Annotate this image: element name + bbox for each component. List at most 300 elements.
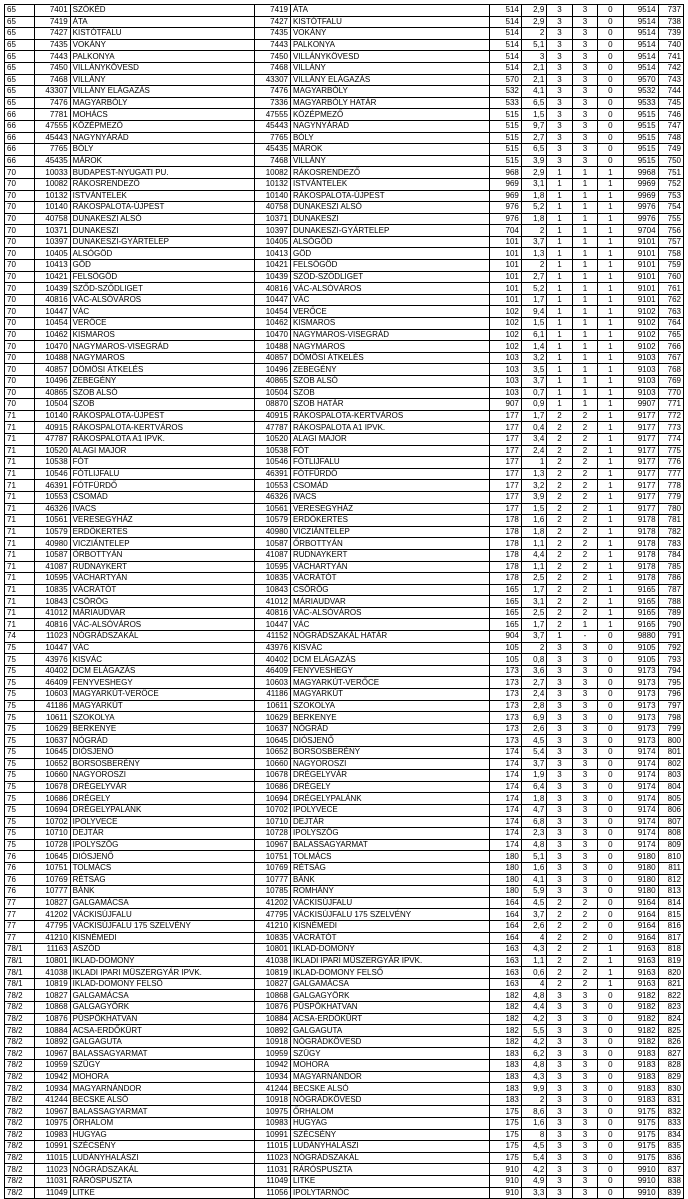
cell-from-station: DIÓSJENŐ [70, 851, 254, 863]
cell-category-a: 3 [547, 689, 572, 701]
cell-length-km: 2,6 [521, 723, 546, 735]
cell-category-b: 3 [572, 886, 597, 898]
cell-from-code: 7476 [34, 97, 70, 109]
table-row [5, 723, 684, 735]
cell-section-code: 174 [490, 758, 522, 770]
cell-route-code: 9976 [623, 202, 658, 214]
cell-length-km: 4 [521, 932, 546, 944]
cell-from-code: 10447 [34, 306, 70, 318]
cell-category-b: 3 [572, 700, 597, 712]
cell-from-station: VÁC [70, 306, 254, 318]
cell-flag: 1 [598, 248, 623, 260]
cell-category-b: 2 [572, 480, 597, 492]
cell-section-code: 177 [490, 422, 522, 434]
cell-category-b: 2 [572, 561, 597, 573]
cell-section-code: 174 [490, 828, 522, 840]
cell-section-code: 182 [490, 1025, 522, 1037]
cell-category-b: 3 [572, 1164, 597, 1176]
cell-length-km: 8,6 [521, 1106, 546, 1118]
cell-from-station: SZŐKÉD [70, 5, 254, 17]
cell-from-code: 10652 [34, 758, 70, 770]
cell-length-km: 4,9 [521, 1175, 546, 1187]
cell-from-code: 10611 [34, 712, 70, 724]
cell-category-a: 3 [547, 86, 572, 98]
cell-row-number: 769 [658, 376, 683, 388]
cell-line-number: 78/2 [5, 990, 35, 1002]
cell-from-code: 11015 [34, 1152, 70, 1164]
cell-line-number: 78/2 [5, 1187, 35, 1199]
cell-from-code: 10967 [34, 1106, 70, 1118]
cell-to-station: VÁCKISÚJFALU [290, 897, 489, 909]
cell-route-code: 9183 [623, 1071, 658, 1083]
cell-to-station: FELSŐGÖD [290, 260, 489, 272]
table-row [5, 515, 684, 527]
table-row [5, 990, 684, 1002]
cell-length-km: 1,7 [521, 619, 546, 631]
table-row [5, 74, 684, 86]
cell-to-code: 10843 [254, 584, 290, 596]
cell-category-b: 1 [572, 387, 597, 399]
cell-to-code: 10967 [254, 839, 290, 851]
cell-to-station: DUNAKESZI ALSÓ [290, 202, 489, 214]
cell-row-number: 784 [658, 549, 683, 561]
table-row [5, 318, 684, 330]
cell-flag: 0 [598, 120, 623, 132]
cell-from-code: 10579 [34, 526, 70, 538]
cell-category-b: 2 [572, 526, 597, 538]
cell-route-code: 9515 [623, 109, 658, 121]
cell-from-code: 10975 [34, 1118, 70, 1130]
cell-from-code: 10876 [34, 1013, 70, 1025]
cell-row-number: 803 [658, 770, 683, 782]
cell-line-number: 66 [5, 109, 35, 121]
cell-route-code: 9174 [623, 816, 658, 828]
cell-category-b: 3 [572, 97, 597, 109]
cell-route-code: 9907 [623, 399, 658, 411]
table-row [5, 260, 684, 272]
table-row [5, 294, 684, 306]
cell-length-km: 1,1 [521, 955, 546, 967]
cell-flag: 1 [598, 260, 623, 272]
cell-from-station: GALGAMÁCSA [70, 990, 254, 1002]
cell-section-code: 182 [490, 1013, 522, 1025]
cell-category-a: 3 [547, 1164, 572, 1176]
cell-length-km: 6,2 [521, 1048, 546, 1060]
cell-route-code: 9165 [623, 607, 658, 619]
cell-section-code: 101 [490, 236, 522, 248]
cell-to-station: DUNAKESZI [290, 213, 489, 225]
cell-category-a: 2 [547, 619, 572, 631]
cell-route-code: 9103 [623, 364, 658, 376]
cell-from-station: CSÖRÖG [70, 596, 254, 608]
cell-flag: 0 [598, 28, 623, 40]
cell-route-code: 9910 [623, 1175, 658, 1187]
cell-row-number: 786 [658, 573, 683, 585]
table-row [5, 758, 684, 770]
cell-line-number: 70 [5, 213, 35, 225]
cell-length-km: 3,7 [521, 631, 546, 643]
cell-to-station: SZOB ALSÓ [290, 376, 489, 388]
cell-length-km: 6,5 [521, 97, 546, 109]
cell-from-code: 10645 [34, 851, 70, 863]
cell-section-code: 904 [490, 631, 522, 643]
cell-row-number: 797 [658, 700, 683, 712]
cell-section-code: 704 [490, 225, 522, 237]
cell-flag: 0 [598, 1175, 623, 1187]
cell-from-station: MÁROK [70, 155, 254, 167]
cell-category-b: 3 [572, 120, 597, 132]
cell-row-number: 820 [658, 967, 683, 979]
cell-flag: 0 [598, 723, 623, 735]
cell-category-a: 2 [547, 457, 572, 469]
cell-from-station: MOHÁCS [70, 109, 254, 121]
cell-to-station: RÁKOSRENDEZŐ [290, 167, 489, 179]
cell-category-a: 2 [547, 909, 572, 921]
cell-from-code: 41038 [34, 967, 70, 979]
cell-section-code: 101 [490, 294, 522, 306]
cell-from-code: 10702 [34, 816, 70, 828]
cell-length-km: 2 [521, 1094, 546, 1106]
cell-flag: 1 [598, 561, 623, 573]
cell-to-code: 7427 [254, 16, 290, 28]
cell-route-code: 9178 [623, 573, 658, 585]
cell-from-station: IVACS [70, 503, 254, 515]
cell-to-code: 10553 [254, 480, 290, 492]
cell-category-b: 3 [572, 28, 597, 40]
cell-flag: 1 [598, 283, 623, 295]
cell-length-km: 6,4 [521, 781, 546, 793]
table-row [5, 491, 684, 503]
cell-row-number: 801 [658, 747, 683, 759]
cell-to-station: ERDŐKERTES [290, 515, 489, 527]
cell-route-code: 9103 [623, 376, 658, 388]
cell-to-code: 47795 [254, 909, 290, 921]
table-row [5, 468, 684, 480]
cell-to-code: 10652 [254, 747, 290, 759]
cell-to-station: IKLAD-DOMONY FELSŐ [290, 967, 489, 979]
cell-to-code: 40915 [254, 410, 290, 422]
cell-flag: 0 [598, 74, 623, 86]
cell-row-number: 758 [658, 248, 683, 260]
cell-to-code: 10728 [254, 828, 290, 840]
cell-to-code: 10702 [254, 804, 290, 816]
cell-from-code: 11049 [34, 1187, 70, 1199]
cell-section-code: 515 [490, 109, 522, 121]
cell-section-code: 102 [490, 341, 522, 353]
cell-section-code: 968 [490, 167, 522, 179]
cell-section-code: 175 [490, 1141, 522, 1153]
cell-from-station: LITKE [70, 1187, 254, 1199]
table-row [5, 225, 684, 237]
cell-from-code: 47555 [34, 120, 70, 132]
cell-flag: 0 [598, 1060, 623, 1072]
cell-from-station: GÖD [70, 260, 254, 272]
table-row [5, 862, 684, 874]
cell-from-station: VERESEGYHÁZ [70, 515, 254, 527]
cell-to-code: 40816 [254, 607, 290, 619]
cell-category-b: 1 [572, 202, 597, 214]
cell-flag: 0 [598, 642, 623, 654]
table-row [5, 909, 684, 921]
table-row [5, 828, 684, 840]
cell-to-station: DRÉGELY [290, 781, 489, 793]
cell-row-number: 800 [658, 735, 683, 747]
cell-to-station: MAGYARBÓLY HATÁR [290, 97, 489, 109]
cell-to-code: 41152 [254, 631, 290, 643]
cell-section-code: 101 [490, 271, 522, 283]
cell-section-code: 103 [490, 352, 522, 364]
cell-section-code: 514 [490, 51, 522, 63]
table-row [5, 1083, 684, 1095]
cell-category-a: 3 [547, 712, 572, 724]
cell-flag: 0 [598, 712, 623, 724]
cell-from-code: 10710 [34, 828, 70, 840]
cell-category-b: 3 [572, 1025, 597, 1037]
table-row [5, 874, 684, 886]
cell-to-station: VILLÁNYKÖVESD [290, 51, 489, 63]
cell-from-station: IKLADI IPARI MÜSZERGYÁR IPVK. [70, 967, 254, 979]
cell-to-station: DUNAKESZI-GYÁRTELEP [290, 225, 489, 237]
cell-category-a: 3 [547, 862, 572, 874]
cell-from-station: ASZÓD [70, 944, 254, 956]
cell-length-km: 1,1 [521, 561, 546, 573]
cell-to-code: 41186 [254, 689, 290, 701]
cell-to-code: 10777 [254, 874, 290, 886]
table-row [5, 944, 684, 956]
cell-from-station: IPOLYSZÖG [70, 839, 254, 851]
cell-category-a: 2 [547, 410, 572, 422]
cell-category-a: 3 [547, 1013, 572, 1025]
cell-category-a: 3 [547, 120, 572, 132]
cell-row-number: 768 [658, 364, 683, 376]
cell-from-station: NÓGRÁDSZAKÁL [70, 1164, 254, 1176]
cell-section-code: 182 [490, 990, 522, 1002]
cell-from-station: DEJTÁR [70, 828, 254, 840]
table-row [5, 1118, 684, 1130]
cell-to-code: 10868 [254, 990, 290, 1002]
cell-to-station: DÖMÖSI ÁTKELÉS [290, 352, 489, 364]
cell-flag: 1 [598, 202, 623, 214]
cell-to-code: 43307 [254, 74, 290, 86]
table-row [5, 851, 684, 863]
cell-category-b: 2 [572, 607, 597, 619]
cell-to-station: NÓGRÁDKÖVESD [290, 1094, 489, 1106]
cell-to-code: 10876 [254, 1002, 290, 1014]
cell-to-station: RUDNAYKERT [290, 549, 489, 561]
cell-route-code: 9174 [623, 839, 658, 851]
cell-line-number: 74 [5, 631, 35, 643]
cell-length-km: 4,4 [521, 549, 546, 561]
cell-route-code: 9182 [623, 1002, 658, 1014]
cell-line-number: 75 [5, 689, 35, 701]
cell-category-a: 1 [547, 248, 572, 260]
cell-section-code: 533 [490, 97, 522, 109]
cell-line-number: 76 [5, 874, 35, 886]
cell-from-code: 10884 [34, 1025, 70, 1037]
cell-from-station: RÁKOSPALOTA A1 IPVK. [70, 433, 254, 445]
cell-row-number: 774 [658, 433, 683, 445]
cell-flag: 1 [598, 422, 623, 434]
cell-flag: 0 [598, 1164, 623, 1176]
cell-row-number: 805 [658, 793, 683, 805]
cell-length-km: 4,7 [521, 804, 546, 816]
cell-length-km: 3,9 [521, 491, 546, 503]
cell-route-code: 9174 [623, 747, 658, 759]
cell-flag: 0 [598, 631, 623, 643]
cell-line-number: 70 [5, 167, 35, 179]
cell-length-km: 1,8 [521, 526, 546, 538]
cell-to-code: 10835 [254, 573, 290, 585]
cell-length-km: 5,1 [521, 851, 546, 863]
cell-to-code: 10447 [254, 619, 290, 631]
cell-to-code: 40758 [254, 202, 290, 214]
cell-length-km: 4,5 [521, 897, 546, 909]
cell-to-code: 10496 [254, 364, 290, 376]
cell-category-b: 1 [572, 283, 597, 295]
cell-route-code: 9514 [623, 16, 658, 28]
cell-category-b: 3 [572, 1175, 597, 1187]
cell-line-number: 70 [5, 364, 35, 376]
cell-row-number: 814 [658, 897, 683, 909]
cell-length-km: 1,6 [521, 515, 546, 527]
cell-route-code: 9173 [623, 665, 658, 677]
cell-route-code: 9175 [623, 1129, 658, 1141]
cell-row-number: 740 [658, 39, 683, 51]
cell-to-station: VÁCRÁTÓT [290, 932, 489, 944]
cell-flag: 1 [598, 213, 623, 225]
cell-section-code: 174 [490, 839, 522, 851]
cell-category-a: 2 [547, 549, 572, 561]
cell-to-code: 10975 [254, 1106, 290, 1118]
cell-length-km: 2,1 [521, 74, 546, 86]
table-row [5, 1025, 684, 1037]
cell-category-b: 3 [572, 109, 597, 121]
cell-from-code: 40758 [34, 213, 70, 225]
cell-route-code: 9178 [623, 515, 658, 527]
cell-section-code: 164 [490, 920, 522, 932]
cell-category-a: 1 [547, 318, 572, 330]
cell-to-code: 10082 [254, 167, 290, 179]
cell-line-number: 75 [5, 747, 35, 759]
cell-from-station: RÁKOSRENDEZŐ [70, 178, 254, 190]
cell-to-station: MOHORA [290, 1060, 489, 1072]
cell-row-number: 771 [658, 399, 683, 411]
cell-line-number: 77 [5, 897, 35, 909]
cell-route-code: 9164 [623, 920, 658, 932]
cell-to-station: IKLAD-DOMONY [290, 944, 489, 956]
cell-to-code: 08870 [254, 399, 290, 411]
cell-section-code: 174 [490, 816, 522, 828]
cell-row-number: 827 [658, 1048, 683, 1060]
cell-route-code: 9178 [623, 549, 658, 561]
cell-row-number: 741 [658, 51, 683, 63]
table-row [5, 155, 684, 167]
cell-to-station: PALKONYA [290, 39, 489, 51]
cell-length-km: 3,1 [521, 178, 546, 190]
cell-section-code: 101 [490, 248, 522, 260]
cell-from-code: 40816 [34, 294, 70, 306]
cell-flag: 0 [598, 897, 623, 909]
cell-category-b: 2 [572, 920, 597, 932]
cell-to-code: 10587 [254, 538, 290, 550]
cell-length-km: 4,8 [521, 839, 546, 851]
cell-category-a: 3 [547, 74, 572, 86]
cell-to-code: 10934 [254, 1071, 290, 1083]
cell-row-number: 746 [658, 109, 683, 121]
cell-section-code: 178 [490, 549, 522, 561]
cell-category-a: 3 [547, 51, 572, 63]
cell-route-code: 9173 [623, 689, 658, 701]
cell-row-number: 739 [658, 28, 683, 40]
cell-flag: 0 [598, 770, 623, 782]
cell-route-code: 9174 [623, 793, 658, 805]
cell-flag: 1 [598, 619, 623, 631]
cell-flag: 0 [598, 828, 623, 840]
cell-line-number: 71 [5, 561, 35, 573]
cell-from-station: BÁNK [70, 886, 254, 898]
cell-flag: 1 [598, 538, 623, 550]
cell-category-a: 1 [547, 306, 572, 318]
cell-row-number: 790 [658, 619, 683, 631]
cell-line-number: 75 [5, 735, 35, 747]
cell-category-b: - [572, 631, 597, 643]
cell-flag: 1 [598, 503, 623, 515]
cell-line-number: 66 [5, 155, 35, 167]
cell-route-code: 9178 [623, 561, 658, 573]
cell-route-code: 9173 [623, 723, 658, 735]
cell-flag: 0 [598, 689, 623, 701]
cell-to-code: 10918 [254, 1094, 290, 1106]
cell-row-number: 794 [658, 665, 683, 677]
cell-from-station: SZÉCSÉNY [70, 1141, 254, 1153]
cell-category-a: 2 [547, 468, 572, 480]
cell-row-number: 835 [658, 1141, 683, 1153]
cell-section-code: 178 [490, 515, 522, 527]
cell-section-code: 173 [490, 700, 522, 712]
cell-category-a: 1 [547, 167, 572, 179]
cell-from-station: DUNAKESZI [70, 225, 254, 237]
cell-to-station: FÓTLIJFALU [290, 457, 489, 469]
cell-from-station: NAGYNYÁRÁD [70, 132, 254, 144]
cell-flag: 0 [598, 39, 623, 51]
cell-row-number: 772 [658, 410, 683, 422]
cell-line-number: 75 [5, 654, 35, 666]
cell-length-km: 1 [521, 457, 546, 469]
cell-route-code: 9183 [623, 1094, 658, 1106]
cell-section-code: 105 [490, 642, 522, 654]
cell-from-code: 47795 [34, 920, 70, 932]
cell-length-km: 1,3 [521, 468, 546, 480]
cell-length-km: 3,3 [521, 1187, 546, 1199]
cell-to-station: SZOB [290, 387, 489, 399]
cell-from-code: 40857 [34, 364, 70, 376]
cell-to-station: GALGAGUTA [290, 1025, 489, 1037]
cell-flag: 1 [598, 526, 623, 538]
table-row [5, 202, 684, 214]
cell-length-km: 3,9 [521, 155, 546, 167]
cell-row-number: 780 [658, 503, 683, 515]
cell-row-number: 817 [658, 932, 683, 944]
cell-length-km: 1,7 [521, 410, 546, 422]
cell-category-a: 2 [547, 944, 572, 956]
cell-category-b: 1 [572, 167, 597, 179]
line-segments-table [4, 4, 684, 1199]
cell-from-station: IKLAD-DOMONY FELSŐ [70, 978, 254, 990]
cell-section-code: 178 [490, 526, 522, 538]
cell-category-a: 3 [547, 874, 572, 886]
cell-to-code: 40402 [254, 654, 290, 666]
cell-line-number: 65 [5, 51, 35, 63]
